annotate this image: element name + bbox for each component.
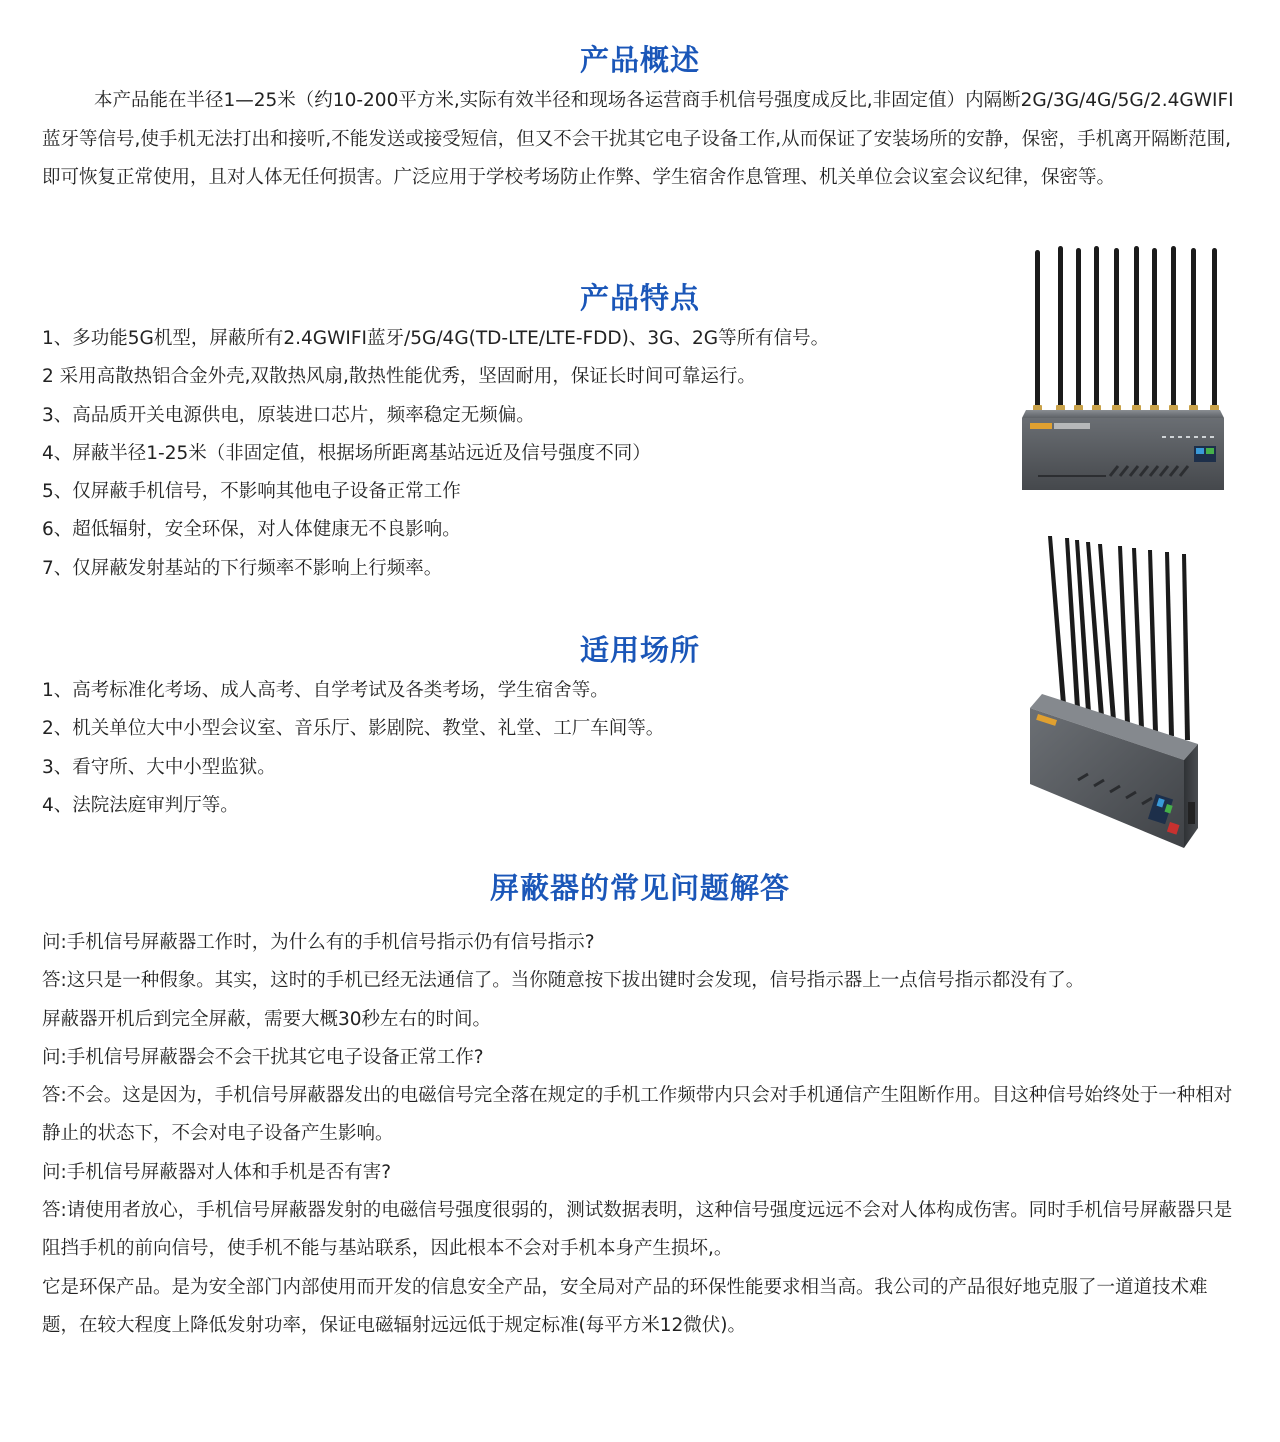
features-heading: 产品特点 (579, 281, 700, 315)
feature-item: 7、仅屏蔽发射基站的下行频率不影响上行频率。 (42, 557, 443, 579)
feature-item: 3、高品质开关电源供电，原装进口芯片，频率稳定无频偏。 (42, 404, 535, 426)
antenna-group (1035, 246, 1217, 410)
place-item: 3、看守所、大中小型监狱。 (42, 756, 276, 778)
place-item: 2、机关单位大中小型会议室、音乐厅、影剧院、教堂、礼堂、工厂车间等。 (42, 718, 665, 740)
jammer-angled-view-image (1028, 532, 1228, 852)
faq-question: 问:手机信号屏蔽器对人体和手机是否有害? (42, 1161, 392, 1183)
overview-paragraph: 本产品能在半径1—25米（约10-200平方米,实际有效半径和现场各运营商手机信号强度成反比,非固定值）内隔断2G/3G/4G/5G/2.4GWIFI蓝牙等信号,使手机无法打出和接听,不能发送或接受短信，但又不会干扰其它电子设备工作,从而保证了安装场所的安静，保密，手机离开隔断范围,即可恢复正常使用，且对人体无任何损害。广泛应用于学校考场防止作弊、学生宿舍作息管理、机关单位会议室会议纪律，保密等。 (42, 90, 1234, 188)
places-heading: 适用场所 (579, 633, 700, 667)
feature-item: 6、超低辐射，安全环保，对人体健康无不良影响。 (42, 519, 461, 541)
features-list (42, 320, 829, 588)
faq-answer-continued: 屏蔽器开机后到完全屏蔽，需要大概30秒左右的时间。 (42, 1008, 492, 1030)
feature-item: 5、仅屏蔽手机信号，不影响其他电子设备正常工作 (42, 481, 461, 503)
faq-answer: 答:这只是一种假象。其实，这时的手机已经无法通信了。当你随意按下拔出键时会发现，信号指示器上一点信号指示都没有了。 (42, 970, 1085, 992)
device-body (1022, 418, 1224, 490)
places-list (42, 672, 664, 825)
feature-item: 1、多功能5G机型，屏蔽所有2.4GWIFI蓝牙/5G/4G(TD-LTE/LTE-FDD)、3G、2G等所有信号。 (42, 328, 830, 349)
faq-question: 问:手机信号屏蔽器会不会干扰其它电子设备正常工作? (42, 1046, 484, 1068)
place-item: 1、高考标准化考场、成人高考、自学考试及各类考场，学生宿舍等。 (42, 680, 609, 701)
faq-question: 问:手机信号屏蔽器工作时，为什么有的手机信号指示仍有信号指示? (42, 932, 595, 953)
jammer-front-view-image (1018, 240, 1228, 495)
faq-answer-continued: 它是环保产品。是为安全部门内部使用而开发的信息安全产品，安全局对产品的环保性能要求相当高。我公司的产品很好地克服了一道道技术难题，在较大程度上降低发射功率，保证电磁辐射远远低于规定标准(每平方米12微伏)。 (42, 1276, 1208, 1336)
faq-answer: 答:不会。这是因为，手机信号屏蔽器发出的电磁信号完全落在规定的手机工作频带内只会对手机通信产生阻断作用。目这种信号始终处于一种相对静止的状态下，不会对电子设备产生影响。 (42, 1085, 1233, 1145)
faq-section (42, 924, 1238, 1345)
overview-heading: 产品概述 (579, 43, 700, 77)
feature-item: 2 采用高散热铝合金外壳,双散热风扇,散热性能优秀，坚固耐用，保证长时间可靠运行。 (42, 366, 756, 388)
faq-answer: 答:请使用者放心，手机信号屏蔽器发射的电磁信号强度很弱的，测试数据表明，这种信号强度远远不会对人体构成伤害。同时手机信号屏蔽器只是阻挡手机的前向信号，使手机不能与基站联系，因此根本不会对手机本身产生损坏,。 (42, 1200, 1233, 1260)
feature-item: 4、屏蔽半径1-25米（非固定值，根据场所距离基站远近及信号强度不同） (42, 442, 651, 464)
faq-heading: 屏蔽器的常见问题解答 (489, 871, 790, 905)
place-item: 4、法院法庭审判厅等。 (42, 794, 239, 816)
